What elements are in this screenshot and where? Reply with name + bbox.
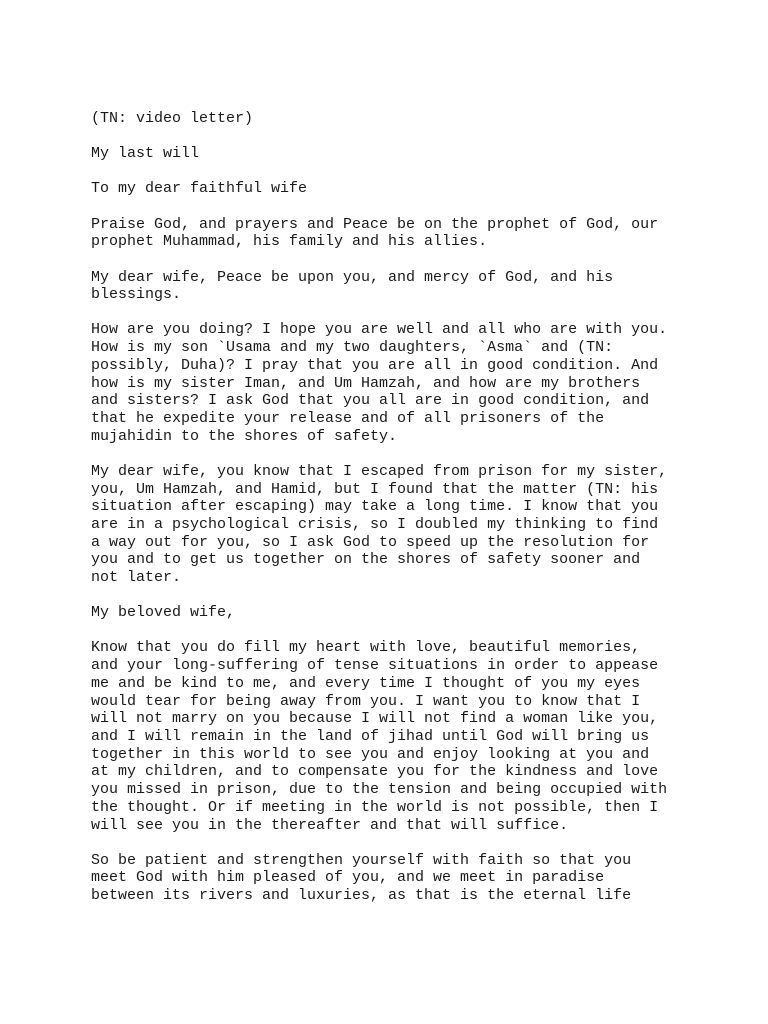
- paragraph-inquiry: How are you doing? I hope you are well and all who are with you. How is my son `Usama and my two daughters, `Asma` and (TN: possibly, Duha)? I pray that you are all in good condition. And how is my sister Iman, and Um Hamzah, and how are my brothers and sisters? I ask God that you all are in good condition, and that he expedite your release and of all prisoners of the mujahidin to the shores of safety.: [91, 321, 668, 445]
- paragraph-address: My beloved wife,: [91, 604, 236, 622]
- document-page: [91, 110, 691, 922]
- document-title: My last will: [91, 145, 200, 163]
- paragraph-patience: So be patient and strengthen yourself with faith so that you meet God with him pleased of you, and we meet in paradise between its rivers and luxuries, as that is the eternal life: [91, 851, 632, 905]
- salutation: To my dear faithful wife: [91, 180, 308, 198]
- paragraph-praise: Praise God, and prayers and Peace be on the prophet of God, our prophet Muhammad, his family and his allies.: [91, 215, 659, 251]
- tn-note: (TN: video letter): [91, 110, 254, 127]
- paragraph-love: Know that you do fill my heart with love, beautiful memories, and your long-suffering of tense situations in order to appease me and be kind to me, and every time I thought of you my eyes would tear for being away from you. I want you to know that I will not marry on you because I will not find a woman like you, and I will remain in the land of jihad until God will bring us together in this world to see you and enjoy looking at you and at my children, and to compensate you for the kindness and love you missed in prison, due to the tension and being occupied with the thought. Or if meeting in the world is not possible, then I will see you in the thereafter and that will suffice.: [91, 639, 668, 834]
- paragraph-greeting: My dear wife, Peace be upon you, and mercy of God, and his blessings.: [91, 268, 614, 304]
- paragraph-escape: My dear wife, you know that I escaped from prison for my sister, you, Um Hamzah, and Hamid, but I found that the matter (TN: his situation after escaping) may take a long time. I know that you are in a psychological crisis, so I doubled my thinking to find a way out for you, so I ask God to speed up the resolution for you and to get us together on the shores of safety sooner and not later.: [91, 462, 668, 587]
